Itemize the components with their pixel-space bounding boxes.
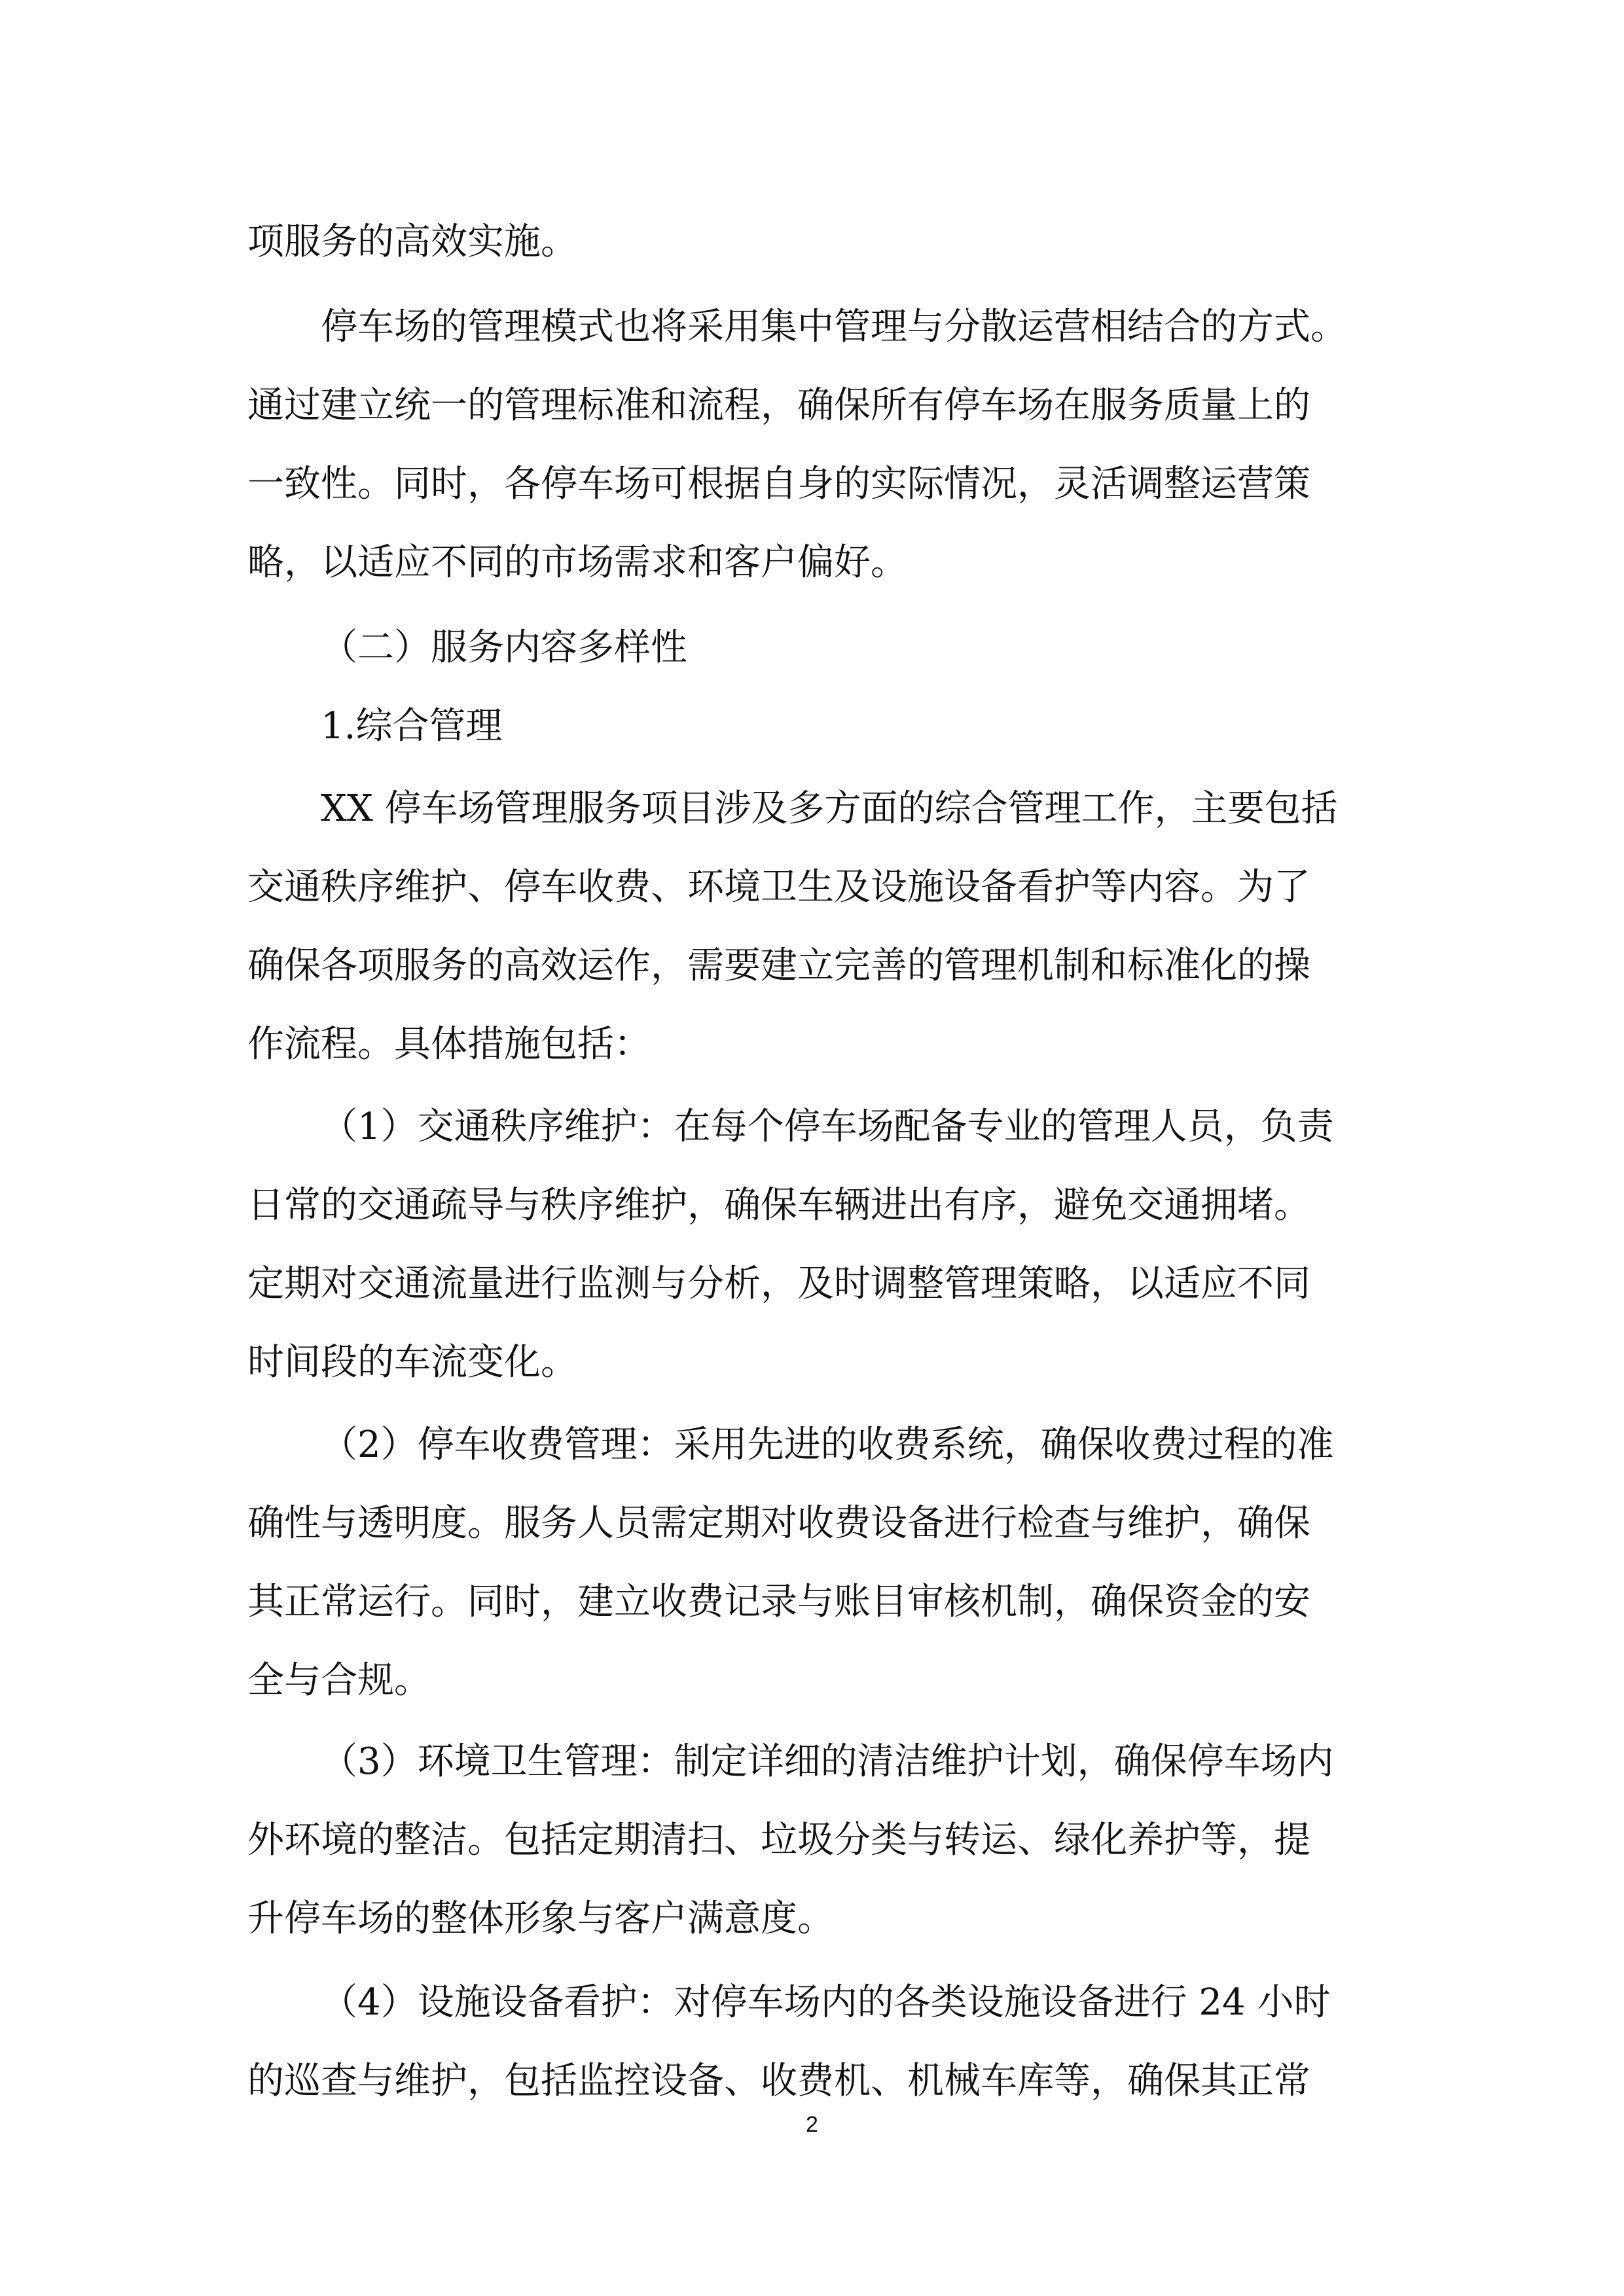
text-line: 项服务的高效实施。 — [247, 221, 577, 263]
text-line: 日常的交通疏导与秩序维护，确保车辆进出有序，避免交通拥堵。 — [247, 1184, 1310, 1227]
page-number: 2 — [806, 2112, 818, 2137]
list-item-first-line: （4）设施设备看护：对停车场内的各类设施设备进行 24 小时 — [321, 1981, 1331, 2024]
list-item-first-line: （1）交通秩序维护：在每个停车场配备专业的管理人员，负责 — [321, 1105, 1334, 1148]
text-line: 全与合规。 — [247, 1659, 431, 1702]
text-line: 定期对交通流量进行监测与分析，及时调整管理策略，以适应不同 — [247, 1263, 1310, 1305]
paragraph-first-line: XX 停车场管理服务项目涉及多方面的综合管理工作，主要包括 — [321, 787, 1338, 830]
text-line: 其正常运行。同时，建立收费记录与账目审核机制，确保资金的安 — [247, 1581, 1310, 1623]
section-heading: （二）服务内容多样性 — [321, 626, 687, 669]
text-line: 一致性。同时，各停车场可根据自身的实际情况，灵活调整运营策 — [247, 463, 1310, 505]
text-line: 外环境的整洁。包括定期清扫、垃圾分类与转运、绿化养护等，提 — [247, 1819, 1310, 1861]
text-line: 交通秩序维护、停车收费、环境卫生及设施设备看护等内容。为了 — [247, 866, 1310, 908]
list-item-first-line: （2）停车收费管理：采用先进的收费系统，确保收费过程的准 — [321, 1424, 1334, 1466]
text-line: 升停车场的整体形象与客户满意度。 — [247, 1897, 834, 1940]
text-line: 作流程。具体措施包括： — [247, 1023, 651, 1066]
text-line: 通过建立统一的管理标准和流程，确保所有停车场在服务质量上的 — [247, 384, 1310, 427]
subsection-heading: 1.综合管理 — [321, 705, 503, 747]
text-line: 确性与透明度。服务人员需定期对收费设备进行检查与维护，确保 — [247, 1502, 1310, 1545]
paragraph-first-line: 停车场的管理模式也将采用集中管理与分散运营相结合的方式。 — [321, 306, 1347, 348]
text-line: 时间段的车流变化。 — [247, 1341, 577, 1384]
text-line: 的巡查与维护，包括监控设备、收费机、机械车库等，确保其正常 — [247, 2060, 1310, 2102]
list-item-first-line: （3）环境卫生管理：制定详细的清洁维护计划，确保停车场内 — [321, 1740, 1334, 1783]
text-line: 确保各项服务的高效运作，需要建立完善的管理机制和标准化的操 — [247, 944, 1310, 987]
text-line: 略，以适应不同的市场需求和客户偏好。 — [247, 541, 907, 584]
